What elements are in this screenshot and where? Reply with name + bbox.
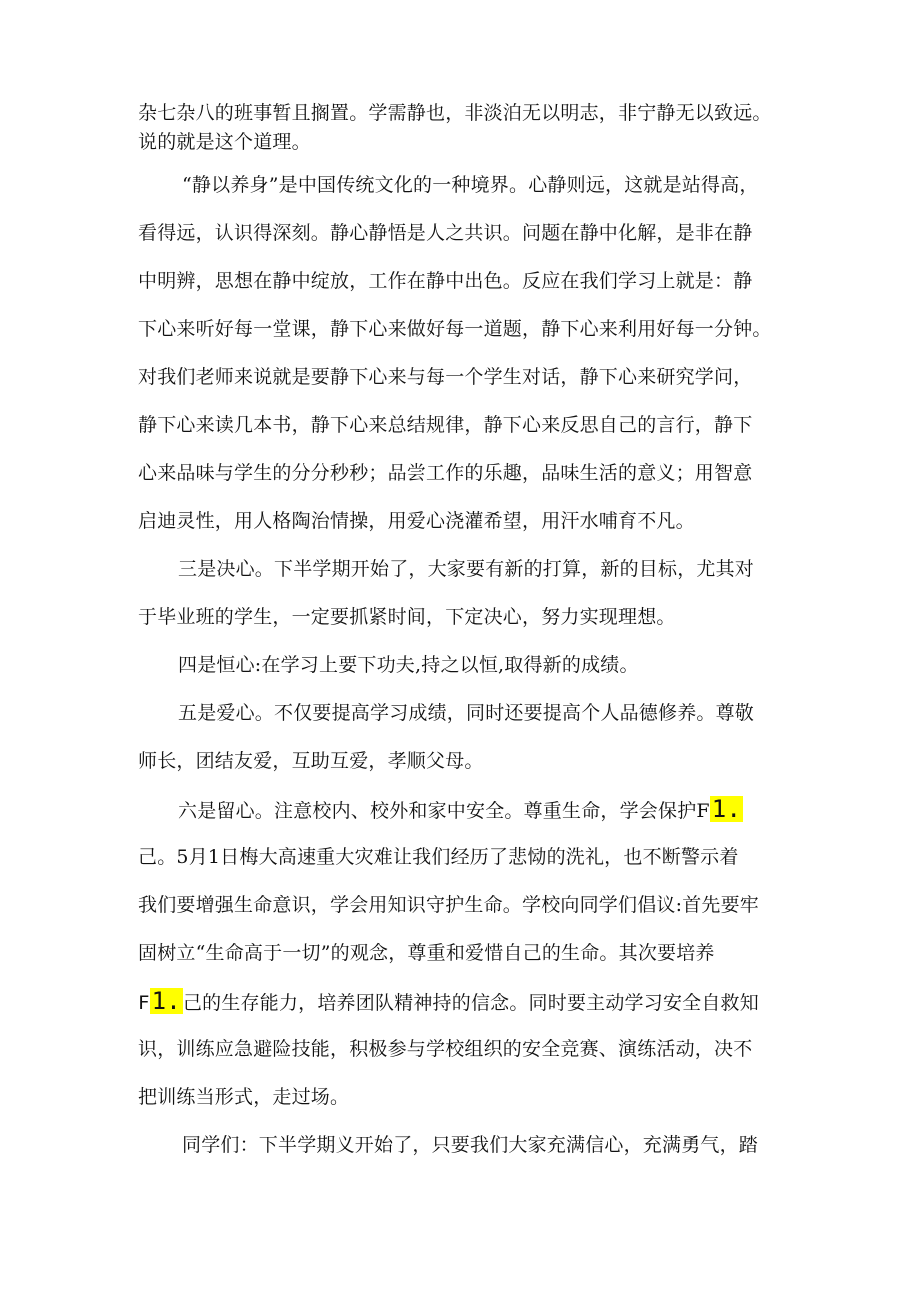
text-line-8: 静下心来读几本书，静下心来总结规律，静下心来反思自己的言行，静下	[138, 414, 753, 436]
highlight-mark: 1.	[151, 987, 181, 1015]
text-line-9: 心来品味与学生的分分秒秒；品尝工作的乐趣，品味生活的意义；用智意	[138, 462, 753, 484]
text-line-18: 我们要增强生命意识，学会用知识守护生命。学校向同学们倡议:首先要牢	[138, 894, 760, 916]
text-line-20	[138, 988, 759, 1016]
text-line-16	[178, 796, 743, 824]
text-line-22: 把训练当形式，走过场。	[138, 1086, 350, 1108]
text-line-4: 看得远，认识得深刻。静心静悟是人之共识。问题在静中化解，是非在静	[138, 222, 753, 244]
text-line-3: “静以养身”是中国传统文化的一种境界。心静则远，这就是站得高，	[182, 174, 759, 196]
text-line-23: 同学们：下半学期义开始了，只要我们大家充满信心，充满勇气，踏	[182, 1134, 759, 1156]
text-line-14: 五是爱心。不仅要提高学习成绩，同时还要提高个人品德修养。尊敬	[178, 702, 755, 724]
text-line-1: 杂七杂八的班事暂且搁置。学需静也，非淡泊无以明志，非宁静无以致远。	[138, 102, 772, 124]
text-line-15: 师长，团结友爱，互助互爱，孝顺父母。	[138, 750, 484, 772]
text-line-20-post: 己的生存能力，培养团队精神持的信念。同时要主动学习安全自救知	[182, 992, 759, 1014]
text-line-16-pre: 六是留心。注意校内、校外和家中安全。尊重生命，学会保护F	[178, 800, 710, 822]
text-line-11: 三是决心。下半学期开始了，大家要有新的打算，新的目标，尤其对	[178, 558, 755, 580]
text-line-10: 启迪灵性，用人格陶治情操，用爱心浇灌希望，用汗水哺育不凡。	[138, 510, 695, 532]
text-line-17: 己。5月1日梅大高速重大灾难让我们经历了悲恸的洗礼，也不断警示着	[138, 846, 739, 868]
text-line-12: 于毕业班的学生，一定要抓紧时间，下定决心，努力实现理想。	[138, 606, 676, 628]
text-line-2: 说的就是这个道理。	[138, 131, 311, 153]
text-line-6: 下心来听好每一堂课，静下心来做好每一道题，静下心来利用好每一分钟。	[138, 318, 772, 340]
text-line-20-pre: F	[138, 992, 150, 1014]
text-line-13: 四是恒心:在学习上要下功夫,持之以恒,取得新的成绩。	[178, 654, 639, 676]
text-line-19: 固树立“生命高于一切”的观念，尊重和爱惜自己的生命。其次要培养	[138, 942, 715, 964]
text-line-21: 识，训练应急避险技能，积极参与学校组织的安全竞赛、演练活动，决不	[138, 1038, 753, 1060]
highlight-mark: 1.	[711, 795, 742, 823]
text-line-7: 对我们老师来说就是要静下心来与每一个学生对话，静下心来研究学问，	[138, 366, 753, 388]
text-line-5: 中明辨，思想在静中绽放，工作在静中出色。反应在我们学习上就是：静	[138, 270, 753, 292]
